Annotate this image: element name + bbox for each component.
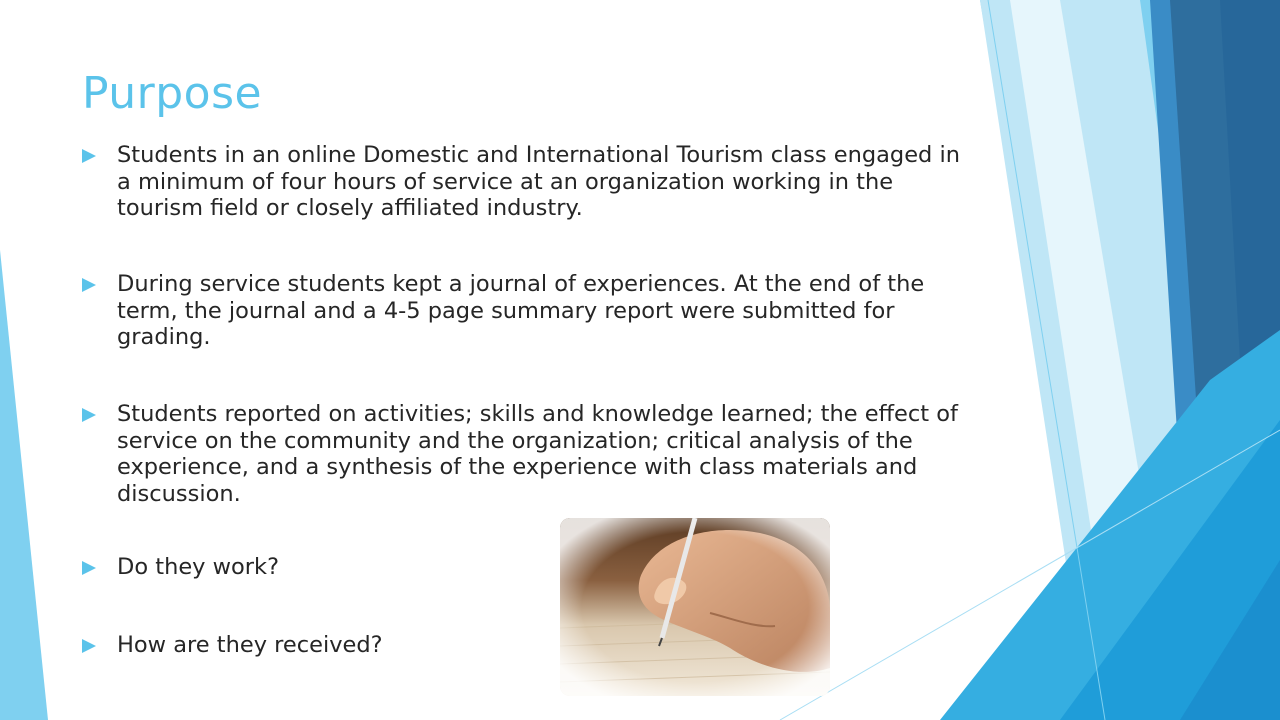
bullet-item (80, 401, 967, 507)
arrow-bullet-icon (82, 639, 96, 653)
arrow-bullet-icon (82, 149, 96, 163)
bullet-item (80, 554, 967, 581)
bullet-text: Do they work? (117, 554, 280, 580)
arrow-bullet-icon (82, 278, 96, 292)
hand-writing-photo (560, 518, 830, 696)
bullet-item (80, 632, 967, 659)
arrow-bullet-icon (82, 561, 96, 575)
bullet-item (80, 142, 967, 222)
slide-title: Purpose (82, 68, 263, 119)
bullet-text: How are they received? (117, 632, 383, 658)
arrow-bullet-icon (82, 408, 96, 422)
bullet-item (80, 271, 967, 351)
bullet-text: Students in an online Domestic and International Tourism class engaged in a minimum of four hours of service at an organization working in the tourism field or closely affiliated industry. (117, 142, 960, 221)
bullet-text: During service students kept a journal of experiences. At the end of the term, the journal and a 4-5 page summary report were submitted for grading. (117, 271, 925, 350)
bullet-text: Students reported on activities; skills and knowledge learned; the effect of service on the community and the organization; critical analysis of the experience, and a synthesis of the experience with class materials and discussion. (117, 401, 958, 507)
